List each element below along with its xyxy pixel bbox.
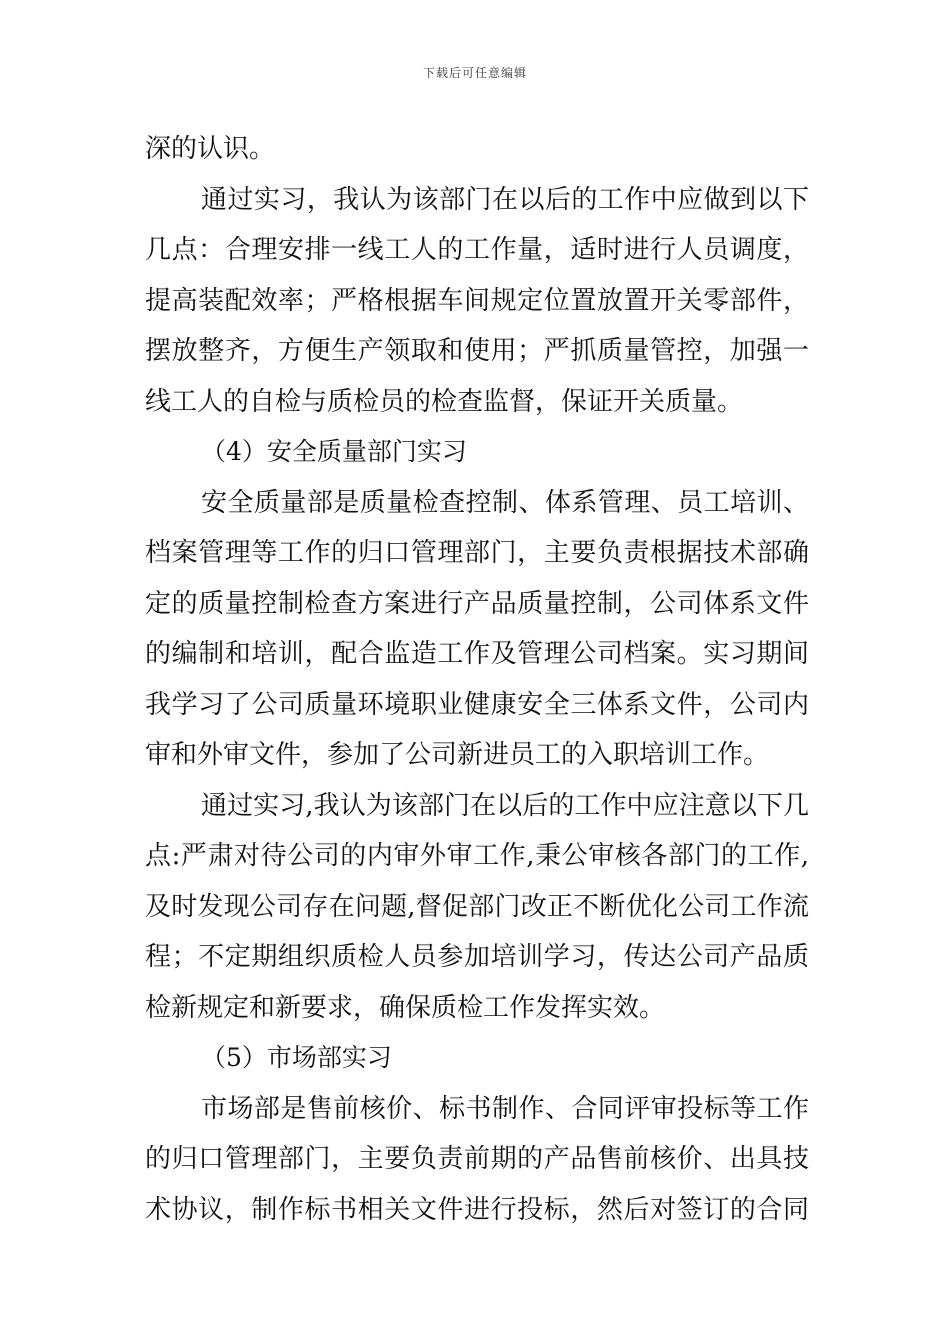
paragraph-line: 的归口管理部门，主要负责前期的产品售前核价、出具技 xyxy=(145,1144,809,1174)
paragraph-line: 及时发现公司存在问题,督促部门改正不断优化公司工作流 xyxy=(145,891,809,922)
paragraph-line: 我学习了公司质量环境职业健康安全三体系文件，公司内 xyxy=(145,689,809,720)
paragraph xyxy=(145,1088,809,1240)
paragraph-line: 程；不定期组织质检人员参加培训学习，传达公司产品质 xyxy=(145,942,809,972)
paragraph-line: 档案管理等工作的归口管理部门，主要负责根据技术部确 xyxy=(145,538,809,568)
heading-text: （4）安全质量部门实习 xyxy=(201,437,467,466)
paragraph-line: 的编制和培训，配合监造工作及管理公司档案。实习期间 xyxy=(145,639,809,669)
paragraph-line: 术协议，制作标书相关文件进行投标，然后对签订的合同 xyxy=(145,1194,809,1225)
paragraph xyxy=(145,482,809,785)
paragraph xyxy=(145,785,809,1038)
paragraph-line: 摆放整齐，方便生产领取和使用；严抓质量管控，加强一 xyxy=(145,336,809,366)
paragraph xyxy=(145,128,809,179)
section-heading xyxy=(145,1037,809,1088)
paragraph-line: 提高装配效率；严格根据车间规定位置放置开关零部件， xyxy=(145,285,809,316)
page-header: 下载后可任意编辑 xyxy=(422,66,527,80)
paragraph-line: 通过实习，我认为该部门在以后的工作中应做到以下 xyxy=(201,184,809,215)
paragraph-line: 通过实习,我认为该部门在以后的工作中应注意以下几 xyxy=(201,790,809,821)
document-body xyxy=(145,128,809,1239)
paragraph-line: 检新规定和新要求，确保质检工作发挥实效。 xyxy=(145,992,666,1023)
paragraph-line: 定的质量控制检查方案进行产品质量控制，公司体系文件 xyxy=(145,588,809,619)
paragraph-line: 市场部是售前核价、标书制作、合同评审投标等工作 xyxy=(201,1093,809,1124)
section-heading xyxy=(145,431,809,482)
heading-text: （5）市场部实习 xyxy=(201,1043,392,1072)
paragraph-line: 安全质量部是质量检查控制、体系管理、员工培训、 xyxy=(201,487,809,518)
paragraph xyxy=(145,179,809,432)
paragraph-line: 审和外审文件，参加了公司新进员工的入职培训工作。 xyxy=(145,740,770,770)
paragraph-line: 几点：合理安排一线工人的工作量，适时进行人员调度， xyxy=(145,235,809,265)
paragraph-line: 线工人的自检与质检员的检查监督，保证开关质量。 xyxy=(145,386,744,417)
paragraph-line: 点:严肃对待公司的内审外审工作,秉公审核各部门的工作, xyxy=(145,841,809,871)
paragraph-line: 深的认识。 xyxy=(145,134,276,164)
